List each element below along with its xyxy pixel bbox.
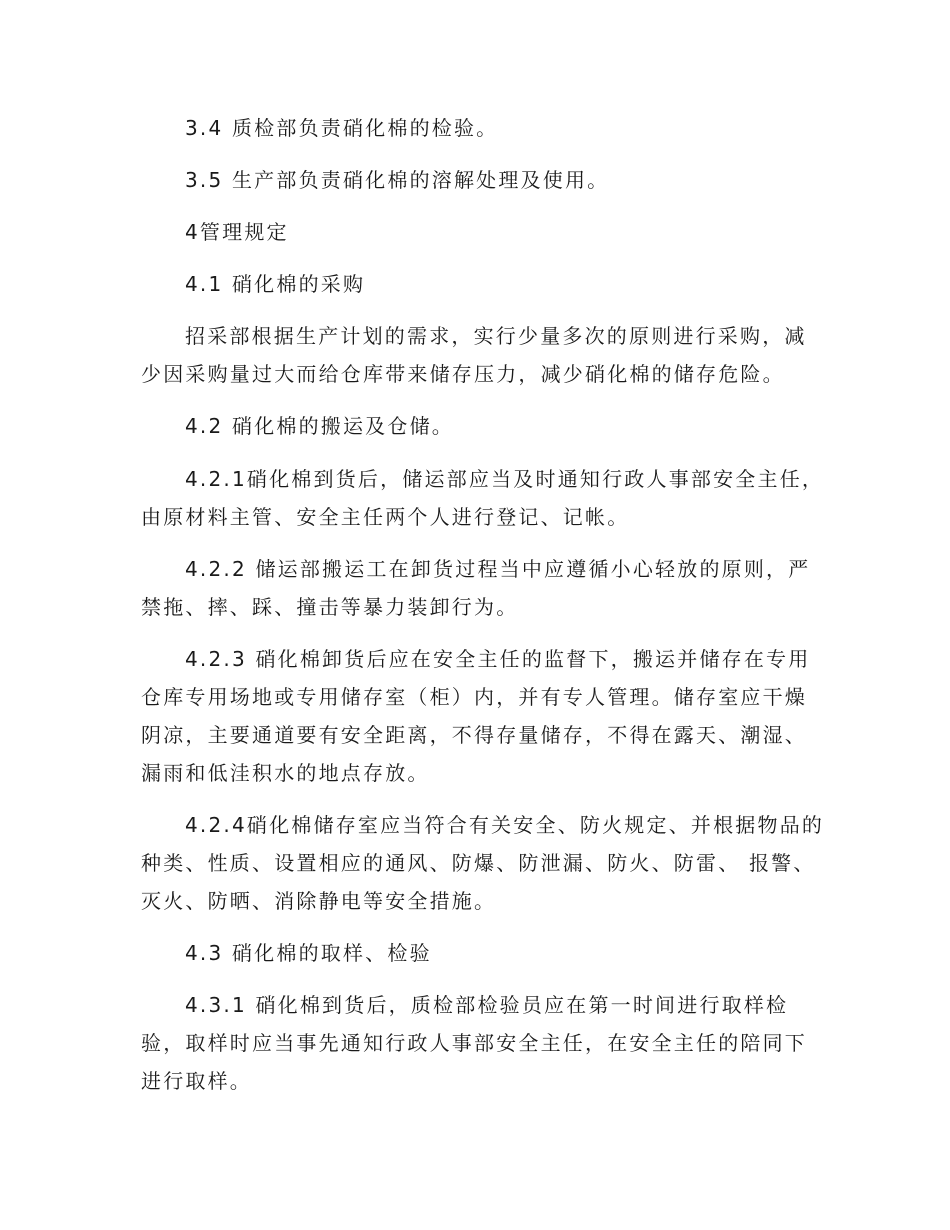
section-4-2-3-text-line-4: 漏雨和低洼积水的地点存放。 — [141, 761, 430, 785]
section-4-2-heading: 4.2 硝化棉的搬运及仓储。 — [185, 414, 454, 438]
section-4-3-1-text-line-1: 4.3.1 硝化棉到货后，质检部检验员应在第一时间进行取样检 — [185, 993, 789, 1017]
section-3-5-text: 3.5 生产部负责硝化棉的溶解处理及使用。 — [185, 168, 610, 192]
section-4-2-4-text-line-1: 4.2.4硝化棉储存室应当符合有关安全、防火规定、并根据物品的 — [185, 813, 825, 837]
section-4-2-2-text-line-2: 禁拖、摔、踩、撞击等暴力装卸行为。 — [141, 595, 519, 619]
section-4-2-1-text-line-1: 4.2.1硝化棉到货后，储运部应当及时通知行政人事部安全主任， — [185, 467, 825, 491]
section-4-2-3-text-line-3: 阴凉，主要通道要有安全距离，不得存量储存，不得在露天、潮湿、 — [141, 723, 807, 747]
section-4-heading: 4管理规定 — [185, 220, 289, 244]
section-4-2-3-text-line-1: 4.2.3 硝化棉卸货后应在安全主任的监督下，搬运并储存在专用 — [185, 647, 811, 671]
section-4-2-4-text-line-2: 种类、性质、设置相应的通风、防爆、防泄漏、防火、防雷、 报警、 — [141, 851, 816, 875]
section-4-1-text-line-2: 少因采购量过大而给仓库带来储存压力，减少硝化棉的储存危险。 — [141, 362, 785, 386]
section-3-4-text: 3.4 质检部负责硝化棉的检验。 — [185, 116, 499, 140]
section-4-3-1-text-line-3: 进行取样。 — [141, 1069, 252, 1093]
section-4-2-4-text-line-3: 灭火、防晒、消除静电等安全措施。 — [141, 889, 497, 913]
section-4-2-3-text-line-2: 仓库专用场地或专用储存室（柜）内，并有专人管理。储存室应干燥 — [141, 685, 807, 709]
section-4-2-1-text-line-2: 由原材料主管、安全主任两个人进行登记、记帐。 — [141, 505, 630, 529]
section-4-1-heading: 4.1 硝化棉的采购 — [185, 272, 366, 296]
section-4-2-2-text-line-1: 4.2.2 储运部搬运工在卸货过程当中应遵循小心轻放的原则，严 — [185, 557, 811, 581]
section-4-3-heading: 4.3 硝化棉的取样、检验 — [185, 941, 432, 965]
section-4-3-1-text-line-2: 验，取样时应当事先通知行政人事部安全主任，在安全主任的陪同下 — [141, 1031, 807, 1055]
section-4-1-text-line-1: 招采部根据生产计划的需求，实行少量多次的原则进行采购，减 — [185, 324, 807, 348]
